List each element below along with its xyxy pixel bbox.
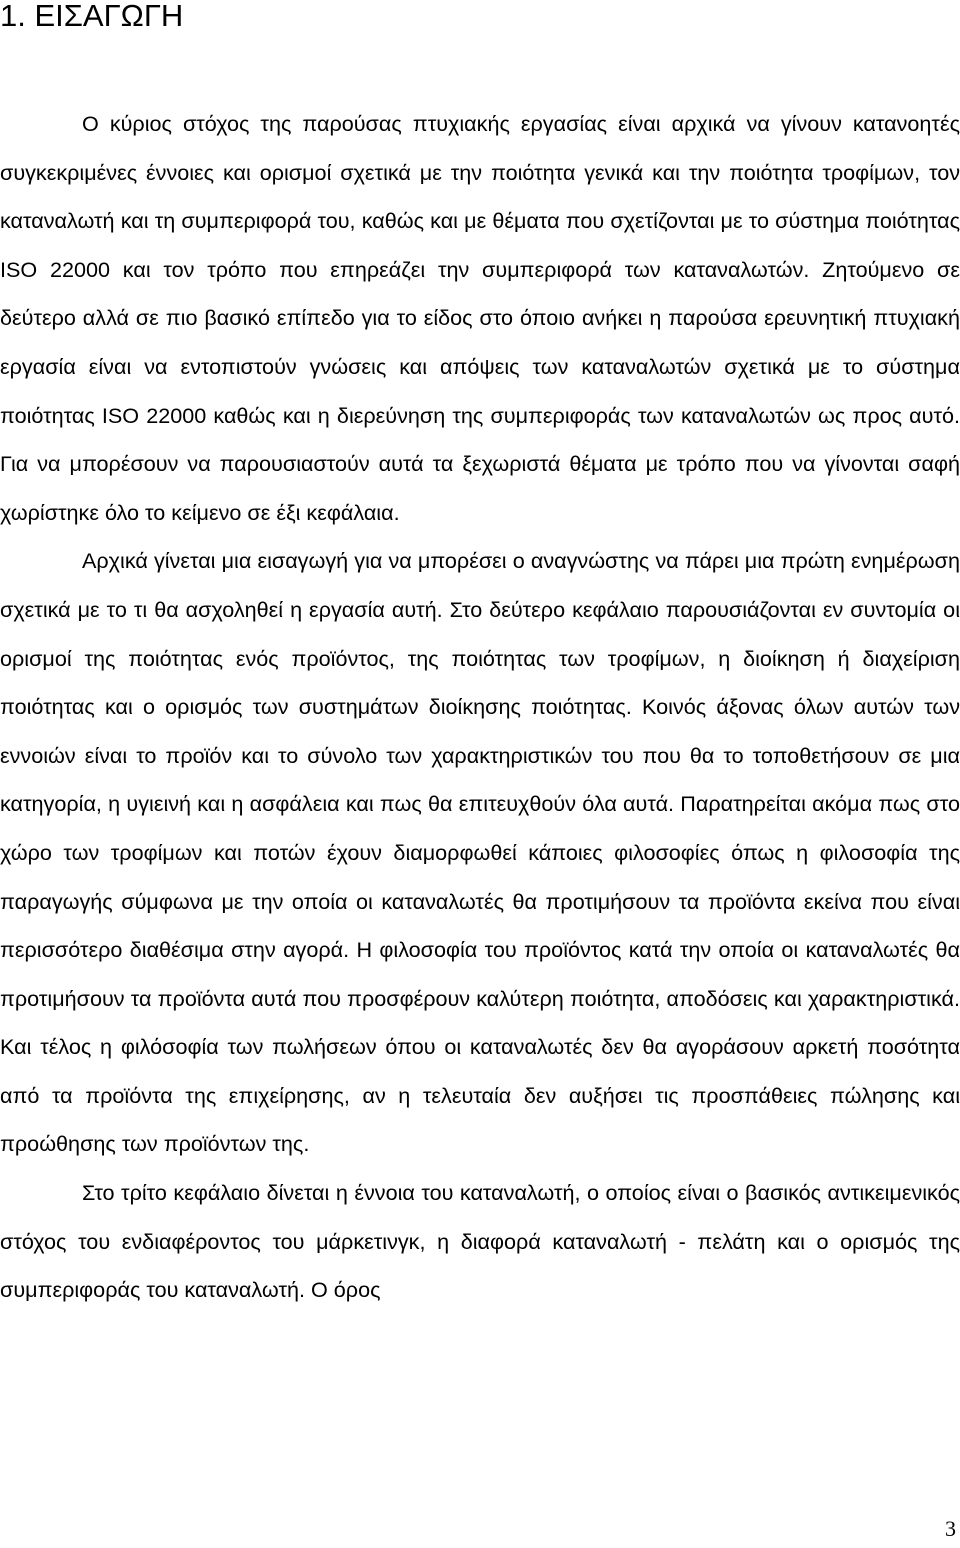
paragraph-1: Ο κύριος στόχος της παρούσας πτυχιακής εργασίας είναι αρχικά να γίνουν κατανοητές συγκεκριμένες έννοιες και ορισμοί σχετικά με την ποιότητα γενικά και την ποιότητα τροφίμων, τον καταναλωτή και τη συμπεριφορά του, καθώς και με θέματα που σχετίζονται με το σύστημα ποιότητας ISO 22000 και τον τρόπο που επηρεάζει την συμπεριφορά των καταναλωτών. Ζητούμενο σε δεύτερο αλλά σε πιο βασικό επίπεδο για το είδος στο όποιο ανήκει η παρούσα ερευνητική πτυχιακή εργασία είναι να εντοπιστούν γνώσεις και απόψεις των καταναλωτών σχετικά με το σύστημα ποιότητας ISO 22000 καθώς και η διερεύνηση της συμπεριφοράς των καταναλωτών ως προς αυτό. Για να μπορέσουν να παρουσιαστούν αυτά τα ξεχωριστά θέματα με τρόπο που να γίνονται σαφή χωρίστηκε όλο το κείμενο σε έξι κεφάλαια.: [0, 111, 960, 525]
page-number: 3: [945, 1516, 956, 1541]
paragraph-3: Στο τρίτο κεφάλαιο δίνεται η έννοια του καταναλωτή, ο οποίος είναι ο βασικός αντικειμενικός στόχος του ενδιαφέροντος του μάρκετινγκ, η διαφορά καταναλωτή - πελάτη και ο ορισμός της συμπεριφοράς του καταναλωτή. Ο όρος: [0, 1180, 960, 1303]
body-text: [0, 100, 960, 1315]
section-heading: 1. ΕΙΣΑΓΩΓΗ: [0, 0, 184, 33]
paragraph-2: Αρχικά γίνεται μια εισαγωγή για να μπορέσει ο αναγνώστης να πάρει μια πρώτη ενημέρωση σχετικά με το τι θα ασχοληθεί η εργασία αυτή. Στο δεύτερο κεφάλαιο παρουσιάζονται εν συντομία οι ορισμοί της ποιότητας ενός προϊόντος, της ποιότητας των τροφίμων, η διοίκηση ή διαχείριση ποιότητας και ο ορισμός των συστημάτων διοίκησης ποιότητας. Κοινός άξονας όλων αυτών των εννοιών είναι το προϊόν και το σύνολο των χαρακτηριστικών του που θα το τοποθετήσουν σε μια κατηγορία, η υγιεινή και η ασφάλεια και πως θα επιτευχθούν όλα αυτά. Παρατηρείται ακόμα πως στο χώρο των τροφίμων και ποτών έχουν διαμορφωθεί κάποιες φιλοσοφίες όπως η φιλοσοφία της παραγωγής σύμφωνα με την οποία οι καταναλωτές θα προτιμήσουν τα προϊόντα εκείνα που είναι περισσότερο διαθέσιμα στην αγορά. Η φιλοσοφία του προϊόντος κατά την οποία οι καταναλωτές θα προτιμήσουν τα προϊόντα αυτά που προσφέρουν καλύτερη ποιότητα, αποδόσεις και χαρακτηριστικά. Και τέλος η φιλόσοφία των πωλήσεων όπου οι καταναλωτές δεν θα αγοράσουν αρκετή ποσότητα από τα προϊόντα της επιχείρησης, αν η τελευταία δεν αυξήσει τις προσπάθειες πώλησης και προώθησης των προϊόντων της.: [0, 548, 960, 1157]
